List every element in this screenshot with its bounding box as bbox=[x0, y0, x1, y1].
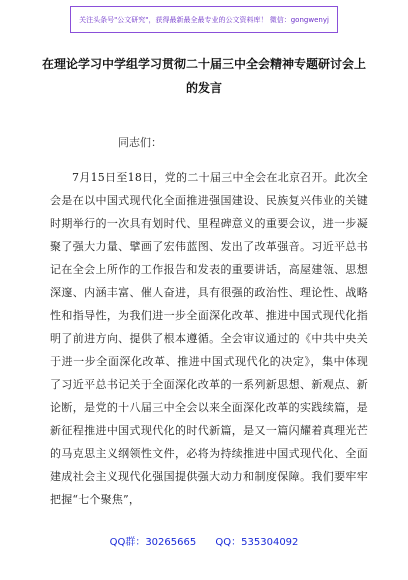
document-title: 在理论学习中学组学习贯彻二十届三中全会精神专题研讨会上的发言 bbox=[41, 57, 366, 95]
header-banner-text: 关注头条号"公文研究"，获得最新最全最专业的公文资料库！ 微信：gongwenyj bbox=[79, 15, 329, 24]
footer-contact bbox=[0, 533, 408, 548]
footer-qq-group: QQ群：30265665 bbox=[109, 537, 197, 548]
body-paragraph: 7月15日至18日，党的二十届三中全会在北京召开。此次全会是在以中国式现代化全面推进强国建设、民族复兴伟业的关键时期举行的一次具有划时代、里程碑意义的重要会议，进一步凝聚了强大力量、擘画了宏伟蓝图、发出了改革强音。习近平总书记在全会上所作的工作报告和发表的重要讲话，高屋建瓴、思想深邃、内涵丰富、催人奋进，具有很强的政治性、理论性、战略性和指导性，为我们进一步全面深化改革、推进中国式现代化指明了前进方向、提供了根本遵循。全会审议通过的《中共中央关于进一步全面深化改革、推进中国式现代化的决定》，集中体现了习近平总书记关于全面深化改革的一系列新思想、新观点、新论断，是党的十八届三中全会以来全面深化改革的实践续篇，是新征程推进中国式现代化的时代新篇，是又一篇闪耀着真理光芒的马克思主义纲领性文件，必将为持续推进中国式现代化、全面建成社会主义现代化强国提供强大动力和制度保障。我们要牢牢把握“七个聚焦”， bbox=[50, 171, 368, 506]
salutation: 同志们： bbox=[118, 136, 162, 149]
body-text bbox=[50, 166, 368, 511]
header-banner bbox=[70, 6, 338, 33]
footer-qq-personal: QQ：535304092 bbox=[215, 537, 299, 548]
